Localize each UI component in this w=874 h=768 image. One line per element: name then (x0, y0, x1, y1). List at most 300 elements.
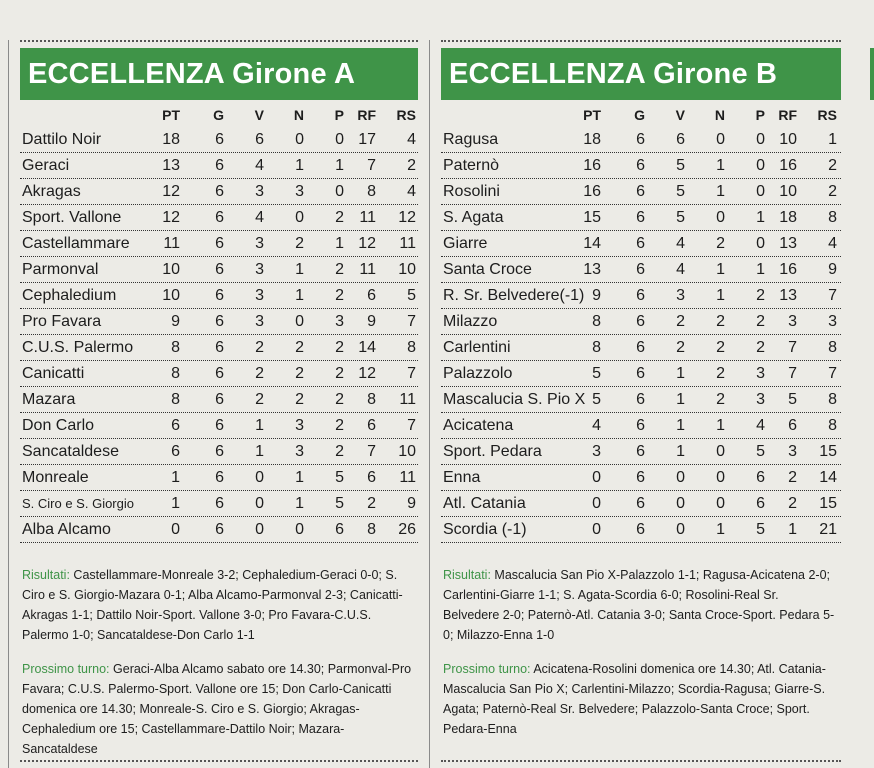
stat-g: 6 (215, 183, 224, 200)
stat-rf: 6 (788, 417, 797, 434)
stat-g: 6 (636, 391, 645, 408)
stat-g: 6 (636, 183, 645, 200)
table-row (441, 127, 841, 153)
stat-g: 6 (215, 313, 224, 330)
stat-g: 6 (215, 469, 224, 486)
stat-v: 1 (676, 443, 685, 460)
stat-rf: 8 (367, 183, 376, 200)
team-name: C.U.S. Palermo (22, 339, 134, 356)
col-p: P (334, 107, 344, 123)
results-text: Castellammare-Monreale 3-2; Cephaledium-Geraci 0-0; S. Ciro e S. Giorgio-Mazara 0-1; Alba Alcamo-Parmonval 2-3; Canicatti-Akragas 1-1; Dattilo Noir-Sport. Vallone 3-0; Pro Favara-C.U.S. Palermo 1-0; Sancataldese-Don Carlo 1-1 (22, 567, 403, 642)
stat-rf: 14 (358, 339, 376, 356)
table-row (441, 257, 841, 283)
table-row (20, 361, 418, 387)
stat-n: 0 (716, 131, 725, 148)
stat-n: 0 (716, 443, 725, 460)
stat-pt: 10 (162, 287, 180, 304)
stat-rf: 6 (367, 417, 376, 434)
stat-v: 2 (676, 313, 685, 330)
stat-rf: 17 (358, 131, 376, 148)
stat-pt: 0 (592, 521, 601, 538)
table-row (20, 387, 418, 413)
stat-n: 2 (716, 365, 725, 382)
stat-p: 0 (335, 183, 344, 200)
col-g: G (634, 107, 645, 123)
stat-v: 2 (255, 339, 264, 356)
col-rs: RS (817, 107, 837, 123)
stat-g: 6 (636, 443, 645, 460)
stat-g: 6 (636, 417, 645, 434)
table-row (20, 335, 418, 361)
table-row (20, 491, 418, 517)
stat-p: 1 (335, 235, 344, 252)
stat-g: 6 (636, 365, 645, 382)
stat-pt: 12 (162, 209, 180, 226)
stat-g: 6 (636, 339, 645, 356)
stat-n: 1 (295, 261, 304, 278)
table-row (441, 231, 841, 257)
stat-p: 0 (756, 183, 765, 200)
stat-pt: 13 (583, 261, 601, 278)
col-p: P (755, 107, 765, 123)
stat-v: 4 (255, 209, 264, 226)
stat-rf: 2 (367, 495, 376, 512)
stat-n: 1 (295, 157, 304, 174)
stat-v: 0 (676, 495, 685, 512)
stat-rf: 6 (367, 469, 376, 486)
team-name: Enna (443, 469, 481, 486)
stat-rs: 9 (407, 495, 416, 512)
stat-v: 3 (255, 235, 264, 252)
col-pt: PT (583, 107, 601, 123)
dotted-divider (20, 760, 418, 762)
results-label: Risultati: (22, 567, 70, 582)
team-name: Santa Croce (443, 261, 532, 278)
table-row (441, 517, 841, 543)
stat-pt: 5 (592, 365, 601, 382)
stat-g: 6 (636, 495, 645, 512)
girone-b-panel (441, 40, 841, 768)
standings-column-headers (441, 107, 841, 127)
stat-n: 1 (295, 469, 304, 486)
stat-v: 4 (676, 261, 685, 278)
stat-g: 6 (215, 495, 224, 512)
stat-rf: 2 (788, 495, 797, 512)
next-round-text: Geraci-Alba Alcamo sabato ore 14.30; Parmonval-Pro Favara; C.U.S. Palermo-Sport. Vallone ore 15; Don Carlo-Canicatti domenica ore 14.30; Monreale-S. Ciro e S. Giorgio; Akragas-Cephaledium ore 15; Castellammare-Dattilo Noir; Mazara-Sancataldese (22, 661, 412, 756)
stat-pt: 0 (592, 469, 601, 486)
stat-p: 1 (756, 261, 765, 278)
stat-p: 2 (335, 443, 344, 460)
stat-rs: 10 (398, 261, 416, 278)
stat-rs: 8 (828, 417, 837, 434)
next-round-label: Prossimo turno: (443, 661, 531, 676)
stat-rf: 10 (779, 131, 797, 148)
team-name: Akragas (22, 183, 81, 200)
stat-n: 2 (716, 391, 725, 408)
stat-rf: 13 (779, 235, 797, 252)
team-name: Mazara (22, 391, 76, 408)
team-name: Sport. Pedara (443, 443, 542, 460)
standings-table (441, 127, 841, 543)
stat-pt: 13 (162, 157, 180, 174)
col-v: V (675, 107, 685, 123)
stat-rf: 3 (788, 313, 797, 330)
stat-p: 3 (335, 313, 344, 330)
stat-v: 2 (255, 365, 264, 382)
team-name: Sport. Vallone (22, 209, 122, 226)
stat-p: 3 (756, 391, 765, 408)
stat-pt: 9 (171, 313, 180, 330)
stat-pt: 8 (592, 339, 601, 356)
dotted-divider (20, 40, 418, 42)
stat-n: 1 (716, 287, 725, 304)
stat-rf: 7 (788, 365, 797, 382)
stat-v: 1 (676, 417, 685, 434)
stat-v: 2 (255, 391, 264, 408)
stat-v: 1 (676, 365, 685, 382)
stat-pt: 18 (162, 131, 180, 148)
team-name: Canicatti (22, 365, 85, 382)
stat-rf: 8 (367, 391, 376, 408)
stat-rs: 8 (828, 209, 837, 226)
stat-pt: 8 (171, 339, 180, 356)
stat-v: 6 (255, 131, 264, 148)
stat-rf: 5 (788, 391, 797, 408)
stat-n: 2 (295, 339, 304, 356)
team-name: Cephaledium (22, 287, 117, 304)
stat-p: 0 (756, 235, 765, 252)
stat-rs: 2 (828, 183, 837, 200)
team-name: Milazzo (443, 313, 498, 330)
stat-n: 1 (295, 495, 304, 512)
stat-g: 6 (215, 443, 224, 460)
stat-p: 6 (756, 469, 765, 486)
table-row (441, 387, 841, 413)
team-name: S. Ciro e S. Giorgio (22, 496, 134, 511)
stat-pt: 0 (171, 521, 180, 538)
stat-rf: 7 (367, 157, 376, 174)
stat-g: 6 (215, 261, 224, 278)
stat-g: 6 (636, 521, 645, 538)
stat-rs: 15 (819, 495, 837, 512)
stat-v: 4 (676, 235, 685, 252)
stat-p: 5 (335, 495, 344, 512)
team-name: Dattilo Noir (22, 131, 102, 148)
stat-v: 0 (676, 521, 685, 538)
stat-rf: 7 (788, 339, 797, 356)
next-round-text: Acicatena-Rosolini domenica ore 14.30; Atl. Catania-Mascalucia San Pio X; Carlentini-Milazzo; Scordia-Ragusa; Giarre-S. Agata; Paternò-Real Sr. Belvedere; Palazzolo-Santa Croce; Sport. Pedara-Enna (443, 661, 826, 736)
stat-rs: 15 (819, 443, 837, 460)
stat-rs: 2 (407, 157, 416, 174)
stat-rs: 4 (828, 235, 837, 252)
stat-n: 1 (295, 287, 304, 304)
stat-n: 1 (716, 521, 725, 538)
stat-n: 2 (716, 339, 725, 356)
stat-n: 2 (716, 313, 725, 330)
table-row (441, 439, 841, 465)
stat-g: 6 (636, 131, 645, 148)
stat-p: 2 (335, 261, 344, 278)
stat-pt: 16 (583, 183, 601, 200)
stat-rs: 14 (819, 469, 837, 486)
col-v: V (254, 107, 264, 123)
stat-p: 2 (335, 209, 344, 226)
stat-pt: 18 (583, 131, 601, 148)
stat-rf: 3 (788, 443, 797, 460)
stat-n: 0 (295, 313, 304, 330)
stat-p: 2 (335, 339, 344, 356)
table-row (20, 127, 418, 153)
table-row (441, 413, 841, 439)
stat-p: 2 (335, 391, 344, 408)
stat-pt: 16 (583, 157, 601, 174)
stat-v: 6 (676, 131, 685, 148)
stat-v: 5 (676, 157, 685, 174)
stat-v: 4 (255, 157, 264, 174)
stat-g: 6 (215, 391, 224, 408)
stat-rs: 12 (398, 209, 416, 226)
table-row (441, 309, 841, 335)
girone-b-title: ECCELLENZA Girone B (441, 48, 841, 100)
team-name: Pro Favara (22, 313, 102, 330)
stat-v: 1 (255, 417, 264, 434)
team-name: Giarre (443, 235, 488, 252)
stat-n: 0 (716, 469, 725, 486)
stat-rs: 2 (828, 157, 837, 174)
stat-n: 1 (716, 157, 725, 174)
table-row (441, 465, 841, 491)
stat-rs: 8 (828, 391, 837, 408)
table-row (441, 179, 841, 205)
stat-rf: 11 (359, 209, 376, 226)
stat-g: 6 (215, 209, 224, 226)
stat-v: 3 (255, 183, 264, 200)
stat-p: 1 (335, 157, 344, 174)
table-row (20, 309, 418, 335)
stat-n: 1 (716, 261, 725, 278)
stat-rs: 3 (828, 313, 837, 330)
team-name: R. Sr. Belvedere(-1) (443, 287, 585, 304)
team-name: Castellammare (22, 235, 130, 252)
table-row (20, 257, 418, 283)
stat-pt: 0 (592, 495, 601, 512)
stat-rf: 13 (779, 287, 797, 304)
stat-rs: 26 (398, 521, 416, 538)
stat-pt: 1 (171, 469, 180, 486)
team-name: Ragusa (443, 131, 499, 148)
stat-g: 6 (636, 313, 645, 330)
girone-a-panel (20, 40, 418, 768)
stat-p: 3 (756, 365, 765, 382)
table-row (441, 335, 841, 361)
table-row (20, 231, 418, 257)
stat-pt: 6 (171, 443, 180, 460)
stat-n: 2 (295, 235, 304, 252)
stat-rs: 8 (828, 339, 837, 356)
next-header-edge (870, 48, 874, 100)
table-row (20, 283, 418, 309)
stat-pt: 1 (171, 495, 180, 512)
stat-n: 0 (295, 131, 304, 148)
stat-p: 0 (335, 131, 344, 148)
next-column-edge (870, 40, 874, 768)
stat-v: 3 (255, 287, 264, 304)
stat-rf: 16 (779, 157, 797, 174)
stat-pt: 11 (163, 235, 180, 252)
col-rf: RF (778, 107, 797, 123)
stat-g: 6 (215, 521, 224, 538)
stat-rf: 1 (788, 521, 797, 538)
col-pt: PT (162, 107, 180, 123)
stat-n: 3 (295, 417, 304, 434)
stat-rf: 12 (358, 235, 376, 252)
team-name: Acicatena (443, 417, 514, 434)
stat-n: 0 (295, 521, 304, 538)
stat-rs: 1 (828, 131, 837, 148)
table-row (441, 283, 841, 309)
stat-rs: 7 (407, 313, 416, 330)
stat-pt: 8 (171, 391, 180, 408)
stat-p: 2 (335, 287, 344, 304)
team-name: Atl. Catania (443, 495, 526, 512)
stat-p: 6 (335, 521, 344, 538)
col-n: N (293, 107, 304, 123)
stat-g: 6 (636, 287, 645, 304)
stat-pt: 12 (162, 183, 180, 200)
stat-rs: 4 (407, 131, 416, 148)
stat-v: 3 (255, 261, 264, 278)
stat-p: 0 (756, 157, 765, 174)
stat-rs: 10 (398, 443, 416, 460)
team-name: Rosolini (443, 183, 500, 200)
stat-rs: 21 (819, 521, 837, 538)
stat-pt: 3 (592, 443, 601, 460)
stat-p: 2 (335, 365, 344, 382)
stat-n: 0 (716, 495, 725, 512)
stat-g: 6 (215, 365, 224, 382)
col-rs: RS (396, 107, 416, 123)
dotted-divider (441, 40, 841, 42)
team-name: Don Carlo (22, 417, 95, 434)
stat-g: 6 (636, 209, 645, 226)
stat-p: 1 (756, 209, 765, 226)
stat-p: 4 (756, 417, 765, 434)
stat-p: 5 (756, 521, 765, 538)
stat-rf: 7 (367, 443, 376, 460)
stat-rs: 7 (828, 365, 837, 382)
stat-rs: 11 (399, 391, 416, 408)
stat-rf: 9 (367, 313, 376, 330)
stat-p: 5 (756, 443, 765, 460)
stat-n: 0 (295, 209, 304, 226)
team-name: Paternò (443, 157, 500, 174)
stat-v: 5 (676, 183, 685, 200)
stat-rs: 7 (407, 365, 416, 382)
stat-p: 2 (756, 339, 765, 356)
stat-g: 6 (636, 261, 645, 278)
stat-pt: 4 (592, 417, 601, 434)
stat-pt: 9 (592, 287, 601, 304)
table-row (441, 205, 841, 231)
stat-rf: 2 (788, 469, 797, 486)
stat-rs: 9 (828, 261, 837, 278)
stat-rf: 10 (779, 183, 797, 200)
stat-v: 0 (255, 469, 264, 486)
stat-rf: 11 (359, 261, 376, 278)
stat-p: 2 (756, 287, 765, 304)
table-row (20, 153, 418, 179)
stat-pt: 5 (592, 391, 601, 408)
stat-n: 0 (716, 209, 725, 226)
stat-rf: 6 (367, 287, 376, 304)
stat-v: 1 (676, 391, 685, 408)
stat-n: 2 (295, 365, 304, 382)
stat-p: 2 (756, 313, 765, 330)
stat-pt: 8 (592, 313, 601, 330)
stat-rs: 11 (399, 235, 416, 252)
stat-g: 6 (215, 157, 224, 174)
team-name: Palazzolo (443, 365, 513, 382)
table-row (20, 413, 418, 439)
stat-v: 5 (676, 209, 685, 226)
table-row (441, 361, 841, 387)
girone-a-title: ECCELLENZA Girone A (20, 48, 418, 100)
results-label: Risultati: (443, 567, 491, 582)
stat-pt: 10 (162, 261, 180, 278)
stat-g: 6 (215, 235, 224, 252)
team-name: Geraci (22, 157, 70, 174)
stat-p: 0 (756, 131, 765, 148)
col-rf: RF (357, 107, 376, 123)
team-name: Scordia (-1) (443, 521, 527, 538)
column-rule-middle (429, 40, 430, 768)
standings-column-headers (20, 107, 418, 127)
stat-rf: 16 (779, 261, 797, 278)
table-row (20, 465, 418, 491)
table-row (20, 517, 418, 543)
results-text: Mascalucia San Pio X-Palazzolo 1-1; Ragusa-Acicatena 2-0; Carlentini-Giarre 1-1; S. Agata-Scordia 6-0; Rosolini-Real Sr. Belvedere 2-0; Paternò-Atl. Catania 3-0; Santa Croce-Sport. Pedara 5-0; Milazzo-Enna 1-0 (443, 567, 835, 642)
stat-rs: 11 (399, 469, 416, 486)
stat-pt: 8 (171, 365, 180, 382)
stat-g: 6 (636, 157, 645, 174)
stat-n: 2 (716, 235, 725, 252)
col-n: N (714, 107, 725, 123)
next-round-paragraph (443, 659, 835, 739)
stat-p: 6 (756, 495, 765, 512)
stat-rs: 7 (828, 287, 837, 304)
table-row (20, 205, 418, 231)
stat-v: 3 (255, 313, 264, 330)
stat-n: 1 (716, 417, 725, 434)
stat-rs: 8 (407, 339, 416, 356)
team-name: Alba Alcamo (22, 521, 111, 538)
stat-pt: 6 (171, 417, 180, 434)
stat-rs: 4 (407, 183, 416, 200)
table-row (441, 153, 841, 179)
stat-p: 5 (335, 469, 344, 486)
stat-rf: 12 (358, 365, 376, 382)
stat-v: 3 (676, 287, 685, 304)
results-paragraph (22, 565, 412, 645)
table-row (20, 439, 418, 465)
dotted-divider (441, 760, 841, 762)
stat-n: 3 (295, 183, 304, 200)
team-name: Parmonval (22, 261, 99, 278)
stat-g: 6 (215, 417, 224, 434)
stat-rf: 8 (367, 521, 376, 538)
stat-pt: 15 (583, 209, 601, 226)
stat-p: 2 (335, 417, 344, 434)
